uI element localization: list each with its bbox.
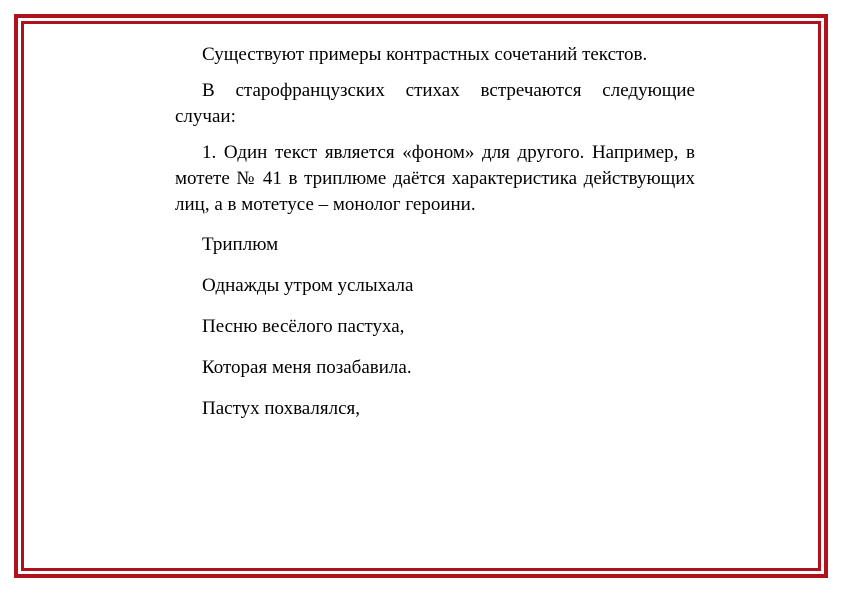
verse-line: Пастух похвалялся, — [202, 398, 361, 419]
verse-line: Однажды утром услыхала — [202, 275, 414, 296]
paragraph-cases: В старофранцузских стихах встречаются следующие случаи: — [175, 80, 695, 127]
paragraph-intro: Существуют примеры контрастных сочетаний текстов. — [202, 44, 648, 65]
slide-text-block — [175, 42, 695, 437]
paragraph-case-one: 1. Один текст является «фоном» для другого. Например, в мотете № 41 в триплюме даётся характеристика действующих лиц, а в мотетусе – монолог героини. — [175, 142, 695, 215]
verse-title: Триплюм — [202, 234, 279, 255]
verse-line: Которая меня позабавила. — [202, 357, 412, 378]
verse-line: Песню весёлого пастуха, — [202, 316, 405, 337]
